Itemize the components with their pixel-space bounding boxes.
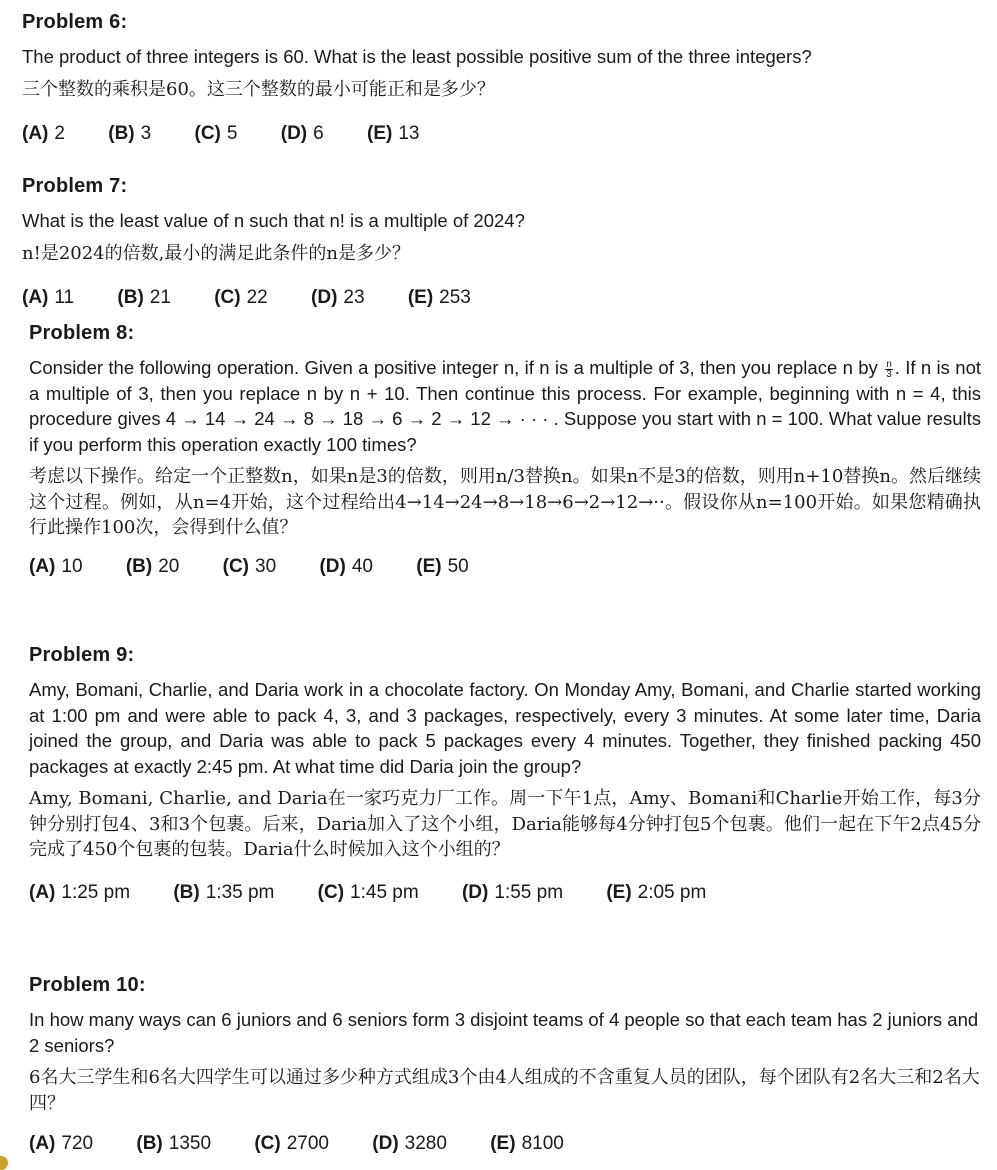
problem-title: Problem 6: [22, 11, 121, 33]
choice-b[interactable]: (B) 21: [117, 287, 171, 308]
problem-text-en: The product of three integers is 60. What is the least possible positive sum of the three integers?: [22, 46, 812, 67]
choice-e[interactable]: (E) 13: [367, 123, 420, 144]
choice-c[interactable]: (C) 5: [194, 123, 238, 144]
choice-e[interactable]: (E) 8100: [490, 1133, 564, 1154]
choice-a[interactable]: (A) 1:25 pm: [29, 881, 131, 903]
problem-10: Problem 10: In how many ways can 6 juniors and 6 seniors form 3 disjoint teams of 4 people so that each team has 2 juniors and 2 seniors? 6名大三学生和6名大四学生可以通过多少种方式组成3个由4人组成的不含重复人员的团队，每个团队有2名大三和2名大四？ (A) 720 (B) 1350 (C) 2700 (D) 3280 (E) 8100: [29, 974, 980, 1154]
choice-d[interactable]: (D) 40: [319, 555, 373, 577]
answer-choices: [29, 1132, 981, 1156]
problem-title: Problem 8: [29, 322, 128, 344]
choice-e[interactable]: (E) 50: [416, 555, 469, 577]
problem-text-en: Amy, Bomani, Charlie, and Daria work in a chocolate factory. On Monday Amy, Bomani, and Charlie started working at 1:00 pm and were able to pack 4, 3, and 3 packages, respectively, every 3 minutes. At some later time, Daria joined the group, and Daria was able to pack 5 packages every 4 minutes. Together, they finished packing 450 packages at exactly 2:45 pm. At what time did Daria join the group?: [29, 679, 981, 777]
problem-title: Problem 9: [29, 644, 128, 666]
choice-c[interactable]: (C) 2700: [254, 1133, 329, 1154]
problem-text-en: What is the least value of n such that n! is a multiple of 2024?: [22, 210, 525, 231]
choice-a[interactable]: (A) 10: [29, 555, 83, 577]
cropped-corner-mark: [0, 1156, 8, 1170]
choice-a[interactable]: (A) 11: [22, 287, 75, 308]
choice-b[interactable]: (B) 1:35 pm: [173, 881, 275, 903]
problem-7: Problem 7: What is the least value of n such that n! is a multiple of 2024? n!是2024的倍数,最小的满足此条件的n是多少？ (A) 11 (B) 21 (C) 22 (D) 23 (E) 253: [22, 173, 982, 310]
choice-d[interactable]: (D) 6: [280, 123, 324, 144]
choice-d[interactable]: (D) 3280: [372, 1133, 447, 1154]
problem-text-zh: Amy, Bomani, Charlie, and Daria在一家巧克力厂工作。周一下午1点，Amy、Bomani和Charlie开始工作，每3分钟分别打包4、3和3个包裹。后来，Daria加入了这个小组，Daria能够每4分钟打包5个包裹。他们一起在下午2点45分完成了450个包裹的包装。Daria什么时候加入这个小组的？: [29, 788, 981, 860]
problem-8: Problem 8: Consider the following operation. Given a positive integer n, if n is a multiple of 3, then you replace n by $\frac{n}{3}$ . If n is not a multiple of 3, then you replace n by n + 10. Then continue this process. For example, beginning with n = 4, this procedure gives 4 → 14 → 24 → 8 → 18 → 6 → 2 → 12 → · · · . Suppose you start with n = 100. What value results if you perform this operation exactly 100 times? 考虑以下操作。给定一个正整数n，如果n是3的倍数，则用n/3替换n。如果n不是3的倍数，则用n+10替换n。然后继续这个过程。例如，从n=4开始，这个过程给出4→14→24→8→18→6→2→12→··。假设你从n=100开始。如果您精确执行此操作100次，会得到什么值？ (A) 10 (B) 20 (C) 30 (D) 40 (E) 50: [29, 322, 981, 577]
choice-d[interactable]: (D) 23: [311, 287, 365, 308]
choice-a[interactable]: (A) 720: [29, 1133, 94, 1154]
fraction-n-over-3: $\frac{n}{3}$: [886, 358, 892, 380]
problem-text-en: Consider the following operation. Given a positive integer n, if n is a multiple of 3, then you replace n by $\frac{n}{3}$ . If n is not a multiple of 3, then you replace n by n + 10. Then continue this process. For example, beginning with n = 4, this procedure gives 4 → 14 → 24 → 8 → 18 → 6 → 2 → 12 → · · · . Suppose you start with n = 100. What value results if you perform this operation exactly 100 times?: [29, 357, 981, 455]
choice-b[interactable]: (B) 20: [125, 555, 180, 577]
answer-choices: [29, 555, 981, 579]
choice-d[interactable]: (D) 1:55 pm: [461, 881, 564, 903]
problem-text-en: In how many ways can 6 juniors and 6 seniors form 3 disjoint teams of 4 people so that each team has 2 juniors and 2 seniors?: [29, 1009, 979, 1056]
problem-6: Problem 6: The product of three integers is 60. What is the least possible positive sum of the three integers? 三个整数的乘积是60。这三个整数的最小可能正和是多少？ (A) 2 (B) 3 (C) 5 (D) 6 (E) 13: [22, 9, 994, 146]
problem-text-zh: 三个整数的乘积是60。这三个整数的最小可能正和是多少？: [22, 78, 495, 100]
answer-choices: [22, 122, 994, 146]
problem-text-zh: 6名大三学生和6名大四学生可以通过多少种方式组成3个由4人组成的不含重复人员的团队，每个团队有2名大三和2名大四？: [29, 1067, 980, 1114]
problem-title: Problem 7: [22, 175, 121, 197]
answer-choices: [22, 286, 982, 310]
problem-text-zh: 考虑以下操作。给定一个正整数n，如果n是3的倍数，则用n/3替换n。如果n不是3的倍数，则用n+10替换n。然后继续这个过程。例如，从n=4开始，这个过程给出4→14→24→8→18→6→2→12→··。假设你从n=100开始。如果您精确执行此操作100次，会得到什么值？: [29, 466, 981, 538]
problem-9: Problem 9: Amy, Bomani, Charlie, and Daria work in a chocolate factory. On Monday Amy, Bomani, and Charlie started working at 1:00 pm and were able to pack 4, 3, and 3 packages, respectively, every 3 minutes. At some later time, Daria joined the group, and Daria was able to pack 5 packages every 4 minutes. Together, they finished packing 450 packages at exactly 2:45 pm. At what time did Daria join the group? Amy, Bomani, Charlie, and Daria在一家巧克力厂工作。周一下午1点，Amy、Bomani和Charlie开始工作，每3分钟分别打包4、3和3个包裹。后来，Daria加入了这个小组，Daria能够每4分钟打包5个包裹。他们一起在下午2点45分完成了450个包裹的包装。Daria什么时候加入这个小组的？ (A) 1:25 pm (B) 1:35 pm (C) 1:45 pm (D) 1:55 pm (E) 2:05 pm: [29, 644, 981, 903]
choice-c[interactable]: (C) 30: [222, 555, 277, 577]
choice-b[interactable]: (B) 3: [108, 123, 152, 144]
answer-choices: [29, 881, 981, 905]
choice-a[interactable]: (A) 2: [22, 123, 65, 144]
choice-c[interactable]: (C) 22: [214, 287, 268, 308]
problem-text-zh: n!是2024的倍数,最小的满足此条件的n是多少？: [22, 242, 410, 264]
choice-c[interactable]: (C) 1:45 pm: [317, 881, 419, 903]
choice-e[interactable]: (E) 2:05 pm: [606, 881, 707, 903]
choice-e[interactable]: (E) 253: [407, 287, 471, 308]
choice-b[interactable]: (B) 1350: [136, 1133, 212, 1154]
problem-title: Problem 10: [29, 974, 139, 996]
